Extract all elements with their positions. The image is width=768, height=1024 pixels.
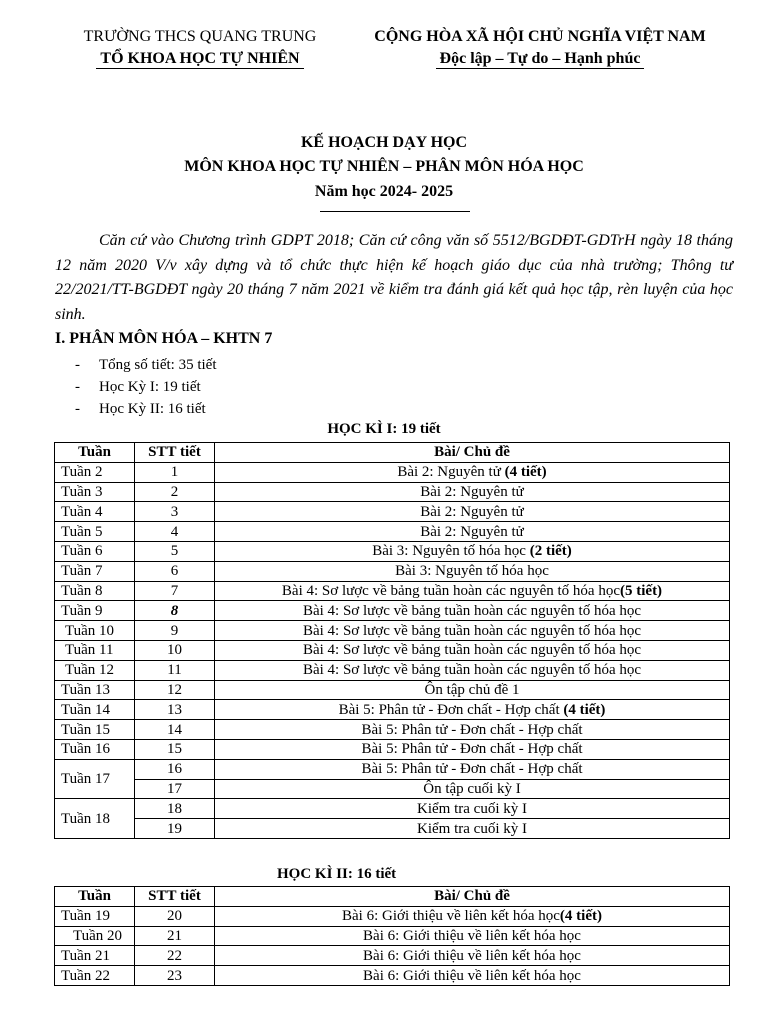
week-cell: Tuần 12	[55, 660, 135, 680]
table-row	[55, 799, 730, 819]
topic-text: Bài 4: Sơ lược về bảng tuần hoàn các nguyên tố hóa học	[302, 622, 642, 639]
topic-text: Bài 3: Nguyên tố hóa học	[395, 563, 549, 580]
topic-cell	[215, 926, 730, 946]
table-row	[55, 680, 730, 700]
period-number-cell: 3	[135, 502, 215, 522]
table-row	[55, 561, 730, 581]
summary-item-total: - Tổng số tiết: 35 tiết	[75, 357, 217, 373]
table-row	[55, 640, 730, 660]
table-row	[55, 819, 730, 839]
period-number-cell: 19	[135, 819, 215, 839]
topic-period-count: (2 tiết)	[529, 543, 572, 560]
period-number-cell: 12	[135, 680, 215, 700]
topic-text: Bài 2: Nguyên tử	[420, 483, 524, 500]
subject-title: MÔN KHOA HỌC TỰ NHIÊN – PHÂN MÔN HÓA HỌC	[184, 158, 584, 175]
week-cell: Tuần 6	[55, 541, 135, 561]
period-number-cell: 5	[135, 541, 215, 561]
national-header	[350, 26, 730, 70]
topic-cell: Bài 5: Phân tử - Đơn chất - Hợp chất	[215, 759, 730, 779]
table-row	[55, 906, 730, 926]
week-cell: Tuần 14	[55, 700, 135, 720]
week-cell: Tuần 19	[55, 906, 135, 926]
topic-period-count: (5 tiết)	[620, 582, 663, 599]
week-cell: Tuần 15	[55, 720, 135, 740]
table-row	[55, 482, 730, 502]
topic-cell	[215, 522, 730, 542]
topic-cell	[215, 680, 730, 700]
table-row	[55, 621, 730, 641]
topic-cell	[215, 966, 730, 986]
table-row	[55, 720, 730, 740]
column-header-week: Tuần	[55, 887, 135, 907]
topic-text: Bài 6: Giới thiệu về liên kết hóa học	[363, 927, 581, 944]
week-cell: Tuần 2	[55, 462, 135, 482]
period-number-cell: 23	[135, 966, 215, 986]
school-year: Năm học 2024- 2025	[314, 183, 454, 200]
table-row	[55, 759, 730, 779]
week-cell: Tuần 3	[55, 482, 135, 502]
topic-cell	[215, 906, 730, 926]
topic-text: Bài 6: Giới thiệu về liên kết hóa học	[342, 908, 560, 925]
period-number-cell: 4	[135, 522, 215, 542]
week-cell: Tuần 8	[55, 581, 135, 601]
national-title: CỘNG HÒA XÃ HỘI CHỦ NGHĨA VIỆT NAM	[374, 28, 706, 45]
topic-cell	[215, 482, 730, 502]
department-name: TỔ KHOA HỌC TỰ NHIÊN	[96, 50, 303, 69]
table-row	[55, 462, 730, 482]
topic-cell	[215, 700, 730, 720]
period-number-cell: 1	[135, 462, 215, 482]
school-header	[55, 26, 345, 70]
table-row	[55, 700, 730, 720]
topic-text: Bài 3: Nguyên tố hóa học	[372, 543, 530, 560]
table-row	[55, 541, 730, 561]
period-number-cell: 22	[135, 946, 215, 966]
summary-item-term1: - Học Kỳ I: 19 tiết	[75, 379, 201, 395]
period-number-cell: 6	[135, 561, 215, 581]
section-heading: I. PHÂN MÔN HÓA – KHTN 7	[55, 330, 273, 347]
period-number-cell: 7	[135, 581, 215, 601]
topic-cell	[215, 581, 730, 601]
topic-text: Bài 4: Sơ lược về bảng tuần hoàn các nguyên tố hóa học	[281, 582, 620, 599]
week-cell: Tuần 4	[55, 502, 135, 522]
column-header-topic: Bài/ Chủ đề	[215, 887, 730, 907]
period-number-cell: 8	[135, 601, 215, 621]
topic-cell	[215, 739, 730, 759]
topic-text: Bài 2: Nguyên tử	[420, 503, 524, 520]
table-row	[55, 779, 730, 799]
week-cell: Tuần 9	[55, 601, 135, 621]
topic-cell	[215, 502, 730, 522]
title-divider	[320, 211, 470, 212]
table-header-row	[55, 887, 730, 907]
period-number-cell: 2	[135, 482, 215, 502]
topic-period-count: (4 tiết)	[563, 701, 606, 718]
table-row	[55, 581, 730, 601]
table-row	[55, 926, 730, 946]
week-cell: Tuần 18	[55, 799, 135, 839]
table-row	[55, 660, 730, 680]
national-motto: Độc lập – Tự do – Hạnh phúc	[436, 50, 645, 69]
column-header-week: Tuần	[55, 443, 135, 463]
period-number-cell: 11	[135, 660, 215, 680]
topic-cell	[215, 462, 730, 482]
topic-text: Bài 4: Sơ lược về bảng tuần hoàn các nguyên tố hóa học	[302, 642, 642, 659]
topic-text: Bài 5: Phân tử - Đơn chất - Hợp chất	[338, 701, 564, 718]
topic-cell	[215, 640, 730, 660]
week-cell: Tuần 13	[55, 680, 135, 700]
table-row	[55, 502, 730, 522]
period-number-cell: 21	[135, 926, 215, 946]
week-cell: Tuần 22	[55, 966, 135, 986]
topic-text: Ôn tập chủ đề 1	[424, 681, 520, 698]
topic-cell	[215, 621, 730, 641]
period-number-cell: 10	[135, 640, 215, 660]
topic-text: Bài 2: Nguyên tử	[397, 464, 505, 481]
plan-title: KẾ HOẠCH DẠY HỌC	[300, 134, 468, 151]
topic-period-count: (4 tiết)	[504, 464, 547, 481]
week-cell: Tuần 11	[55, 640, 135, 660]
topic-text: Bài 5: Phân tử - Đơn chất - Hợp chất	[361, 741, 583, 758]
topic-text: Bài 2: Nguyên tử	[420, 523, 524, 540]
term2-caption: HỌC KÌ II: 16 tiết	[277, 866, 397, 882]
week-cell: Tuần 7	[55, 561, 135, 581]
topic-cell	[215, 720, 730, 740]
period-number-cell: 9	[135, 621, 215, 641]
term1-caption: HỌC KÌ I: 19 tiết	[327, 421, 441, 437]
topic-cell: Kiểm tra cuối kỳ I	[215, 819, 730, 839]
topic-cell	[215, 660, 730, 680]
table-row	[55, 739, 730, 759]
term2-table	[54, 886, 730, 986]
topic-cell	[215, 601, 730, 621]
topic-text: Bài 4: Sơ lược về bảng tuần hoàn các nguyên tố hóa học	[302, 662, 642, 679]
period-number-cell: 20	[135, 906, 215, 926]
table-row	[55, 966, 730, 986]
period-number-cell: 16	[135, 759, 215, 779]
topic-cell	[215, 946, 730, 966]
summary-item-term2: - Học Kỳ II: 16 tiết	[75, 401, 206, 417]
week-cell: Tuần 17	[55, 759, 135, 799]
summary-list	[75, 354, 217, 420]
week-cell: Tuần 16	[55, 739, 135, 759]
table-row	[55, 946, 730, 966]
period-number-cell: 17	[135, 779, 215, 799]
topic-text: Bài 4: Sơ lược về bảng tuần hoàn các nguyên tố hóa học	[302, 602, 642, 619]
topic-text: Bài 5: Phân tử - Đơn chất - Hợp chất	[361, 721, 583, 738]
period-number-cell: 15	[135, 739, 215, 759]
school-name: TRƯỜNG THCS QUANG TRUNG	[83, 28, 317, 45]
topic-text: Bài 6: Giới thiệu về liên kết hóa học	[363, 967, 581, 984]
term1-table	[54, 442, 730, 839]
table-header-row	[55, 443, 730, 463]
topic-cell: Ôn tập cuối kỳ I	[215, 779, 730, 799]
column-header-stt: STT tiết	[135, 443, 215, 463]
period-number-cell: 18	[135, 799, 215, 819]
week-cell: Tuần 10	[55, 621, 135, 641]
period-number-cell: 14	[135, 720, 215, 740]
table-row	[55, 522, 730, 542]
week-cell: Tuần 20	[55, 926, 135, 946]
week-cell: Tuần 21	[55, 946, 135, 966]
intro-paragraph: Căn cứ vào Chương trình GDPT 2018; Căn cứ công văn số 5512/BGDĐT-GDTrH ngày 18 tháng 12 năm 2020 V/v xây dựng và tổ chức thực hiện kế hoạch giáo dục của nhà trường; Thông tư 22/2021/TT-BGDĐT ngày 20 tháng 7 năm 2021 về kiểm tra đánh giá kết quả học tập, rèn luyện của học sinh.	[55, 232, 733, 323]
topic-period-count: (4 tiết)	[559, 908, 602, 925]
table-row	[55, 601, 730, 621]
topic-cell	[215, 561, 730, 581]
topic-cell	[215, 541, 730, 561]
column-header-stt: STT tiết	[135, 887, 215, 907]
week-cell: Tuần 5	[55, 522, 135, 542]
column-header-topic: Bài/ Chủ đề	[215, 443, 730, 463]
topic-cell: Kiểm tra cuối kỳ I	[215, 799, 730, 819]
period-number-cell: 13	[135, 700, 215, 720]
topic-text: Bài 6: Giới thiệu về liên kết hóa học	[363, 947, 581, 964]
